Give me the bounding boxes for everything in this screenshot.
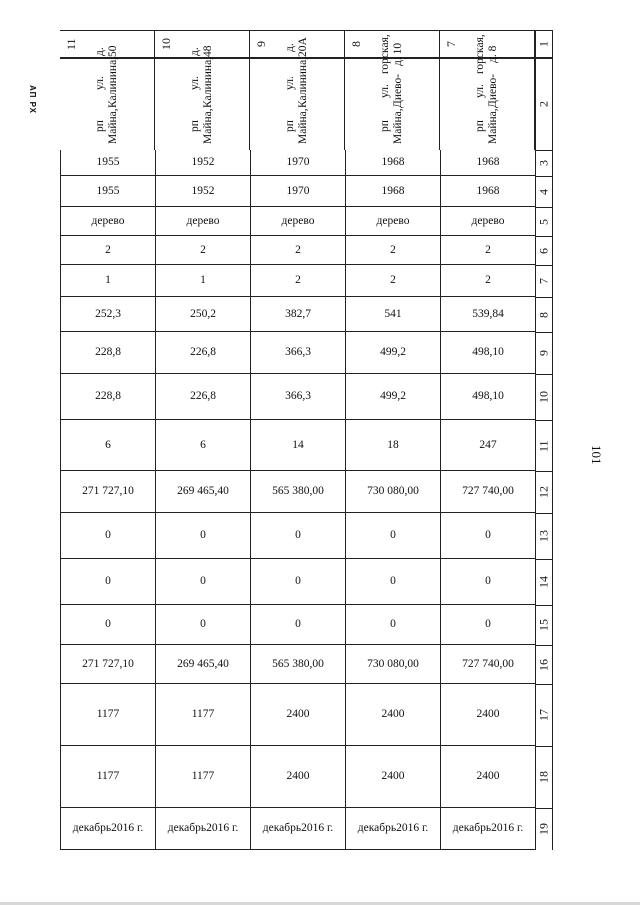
address-line: горская, д. 8 [473,34,499,75]
table-cell [250,265,345,297]
cell-text: декабрь [452,822,492,835]
row-number: 3 [535,150,553,176]
cell-text: 0 [485,529,491,542]
table-cell [250,176,345,207]
table-cell [345,297,440,332]
table-cell [345,236,440,265]
cell-text: 0 [105,618,111,631]
cell-text: 498,10 [472,346,504,359]
cell-text: дерево [281,214,315,227]
row-number: 19 [535,808,553,850]
row-number: 1 [535,30,553,58]
table-cell [60,265,155,297]
table-cell [440,645,535,684]
cell-text: 0 [105,575,111,588]
cell-text: 1952 [191,156,215,169]
table-cell [345,645,440,684]
table-cell [345,420,440,471]
table-cell [155,150,250,176]
table-cell [250,471,345,513]
cell-text: 1968 [381,184,405,197]
cell-text: 2 [295,274,301,287]
cell-text: 2016 г. [491,822,524,835]
table-cell [440,236,535,265]
address-line: горская, д. 10 [378,34,404,75]
cell-text: 0 [295,575,301,588]
column-number: 11 [60,30,155,58]
cell-text: 2016 г. [301,822,334,835]
table-cell [60,471,155,513]
address-line: ул. Диево- [473,74,499,109]
cell-text: 228,8 [95,390,121,403]
table-cell [250,374,345,420]
cell-text: 565 380,00 [272,485,324,498]
cell-text: 541 [384,307,402,320]
table-cell [155,605,250,645]
cell-text: 499,2 [380,346,406,359]
table-cell [440,471,535,513]
table-cell [60,645,155,684]
cell-text: 226,8 [190,346,216,359]
table-cell [155,645,250,684]
cell-text: 1177 [96,708,120,721]
cell-text: 6 [200,438,206,451]
cell-text: 0 [200,529,206,542]
archive-stamp: АП РХ [28,85,37,115]
cell-text: 382,7 [285,307,311,320]
cell-text: 228,8 [95,346,121,359]
table-cell [155,207,250,236]
cell-text: декабрь [72,822,112,835]
table-cell [60,559,155,605]
table-cell [60,746,155,808]
row-number: 8 [535,297,553,332]
cell-text: 1952 [191,184,215,197]
table-cell [440,207,535,236]
table-cell [155,176,250,207]
cell-text: 0 [105,529,111,542]
cell-text: 0 [485,618,491,631]
address-header [155,45,250,150]
cell-text: 2 [200,243,206,256]
cell-text: 0 [485,575,491,588]
cell-text: 0 [390,618,396,631]
table-cell [60,150,155,176]
table-cell [155,374,250,420]
cell-text: 2016 г. [206,822,239,835]
cell-text: 271 727,10 [82,485,134,498]
table-cell [60,332,155,374]
table-cell [60,374,155,420]
cell-text: 1177 [191,708,215,721]
table-cell [250,207,345,236]
cell-text: дерево [376,214,410,227]
row-number: 17 [535,684,553,746]
table-cell [60,513,155,559]
table-cell [440,420,535,471]
table-cell [440,150,535,176]
cell-text: 565 380,00 [272,657,324,670]
cell-text: 539,84 [472,307,504,320]
table-cell [250,605,345,645]
address-header [60,45,155,150]
table-cell [155,684,250,746]
table-cell [345,513,440,559]
table-cell [250,645,345,684]
address-line: ул. Диево- [378,74,404,109]
row-number: 12 [535,471,553,513]
cell-text: 250,2 [190,307,216,320]
table-cell [440,605,535,645]
table-cell [345,207,440,236]
cell-text: 226,8 [190,390,216,403]
cell-text: 2 [105,243,111,256]
table-cell [250,559,345,605]
table-cell [440,808,535,850]
address-line: д. 20А [283,37,309,58]
address-line: д. 48 [188,45,214,58]
table-cell [345,150,440,176]
cell-text: 271 727,10 [82,657,134,670]
cell-text: 14 [292,438,304,451]
cell-text: 2400 [286,708,310,721]
table-cell [155,332,250,374]
address-line: ул. Калинина, [283,57,309,109]
row-number: 16 [535,645,553,684]
cell-text: 0 [390,529,396,542]
cell-text: дерево [186,214,220,227]
table-cell [60,297,155,332]
cell-text: 0 [295,618,301,631]
cell-text: 2 [390,243,396,256]
cell-text: 0 [200,618,206,631]
address-line: рп Майна, [93,108,119,144]
cell-text: 252,3 [95,307,121,320]
cell-text: 727 740,00 [462,485,514,498]
cell-text: дерево [91,214,125,227]
cell-text: дерево [471,214,505,227]
page-number: 101 [589,445,604,465]
table-cell [60,605,155,645]
table-cell [440,746,535,808]
table-cell [155,746,250,808]
table-cell [155,559,250,605]
row-number: 10 [535,374,553,420]
cell-text: 1970 [286,184,310,197]
table-cell [250,332,345,374]
cell-text: 2016 г. [111,822,144,835]
table-cell [440,684,535,746]
table-cell [440,332,535,374]
cell-text: 2016 г. [396,822,429,835]
table-cell [60,420,155,471]
cell-text: 2400 [476,770,500,783]
cell-text: 247 [479,438,497,451]
table-cell [345,605,440,645]
cell-text: 2400 [381,708,405,721]
cell-text: 2 [485,274,491,287]
row-number: 14 [535,559,553,605]
cell-text: 2400 [381,770,405,783]
table-cell [60,684,155,746]
table-cell [440,374,535,420]
cell-text: 1968 [476,156,500,169]
row-number: 2 [535,58,553,150]
table-cell [250,420,345,471]
table-cell [60,176,155,207]
row-number: 6 [535,236,553,265]
column-number: 9 [250,30,345,58]
table-cell [345,746,440,808]
row-number: 9 [535,332,553,374]
address-header [440,34,535,150]
cell-text: 269 465,40 [177,485,229,498]
table-cell [60,808,155,850]
address-line: рп Майна, [283,108,309,144]
table-cell [345,684,440,746]
table-cell [60,236,155,265]
cell-text: 730 080,00 [367,485,419,498]
column-number: 8 [345,30,440,58]
row-number: 11 [535,420,553,471]
cell-text: 498,10 [472,390,504,403]
table-cell [440,559,535,605]
table-cell [250,808,345,850]
cell-text: 366,3 [285,346,311,359]
table-cell [440,297,535,332]
table-cell [345,808,440,850]
cell-text: 2400 [476,708,500,721]
cell-text: 2 [485,243,491,256]
cell-text: 6 [105,438,111,451]
table-cell [440,176,535,207]
cell-text: 2 [295,243,301,256]
table-cell [345,471,440,513]
cell-text: декабрь [357,822,397,835]
cell-text: 1 [200,274,206,287]
table-cell [345,559,440,605]
table-cell [345,265,440,297]
cell-text: 269 465,40 [177,657,229,670]
cell-text: 366,3 [285,390,311,403]
cell-text: 1955 [96,184,120,197]
cell-text: 18 [387,438,399,451]
cell-text: 0 [200,575,206,588]
cell-text: 0 [295,529,301,542]
table-cell [250,150,345,176]
address-line: д. 50 [93,45,119,58]
table-cell [250,236,345,265]
table-cell [155,513,250,559]
address-header [345,34,440,150]
table-cell [250,513,345,559]
table-cell [250,297,345,332]
row-number: 15 [535,605,553,645]
table-cell [440,265,535,297]
address-line: рп Майна, [473,108,499,144]
table-cell [60,207,155,236]
table-cell [345,332,440,374]
row-number: 5 [535,207,553,236]
table-cell [440,513,535,559]
address-header [250,37,345,150]
cell-text: 1 [105,274,111,287]
cell-text: декабрь [262,822,302,835]
cell-text: 730 080,00 [367,657,419,670]
table-cell [155,808,250,850]
table-cell [155,420,250,471]
table-cell [155,265,250,297]
row-number: 7 [535,265,553,297]
row-number: 13 [535,513,553,559]
cell-text: 1177 [96,770,120,783]
table-cell [250,684,345,746]
table-cell [155,471,250,513]
cell-text: декабрь [167,822,207,835]
address-line: рп Майна, [188,108,214,144]
address-line: ул. Калинина, [93,57,119,109]
cell-text: 2 [390,274,396,287]
cell-text: 0 [390,575,396,588]
cell-text: 1968 [476,184,500,197]
table-cell [345,176,440,207]
column-number: 10 [155,30,250,58]
table-cell [155,236,250,265]
table-cell [155,297,250,332]
cell-text: 2400 [286,770,310,783]
cell-text: 499,2 [380,390,406,403]
row-number: 4 [535,176,553,207]
cell-text: 727 740,00 [462,657,514,670]
address-line: рп Майна, [378,108,404,144]
cell-text: 1970 [286,156,310,169]
address-line: ул. Калинина, [188,57,214,109]
table-cell [250,746,345,808]
cell-text: 1955 [96,156,120,169]
row-number: 18 [535,746,553,808]
cell-text: 1177 [191,770,215,783]
cell-text: 1968 [381,156,405,169]
table-cell [345,374,440,420]
column-number: 7 [440,30,535,58]
